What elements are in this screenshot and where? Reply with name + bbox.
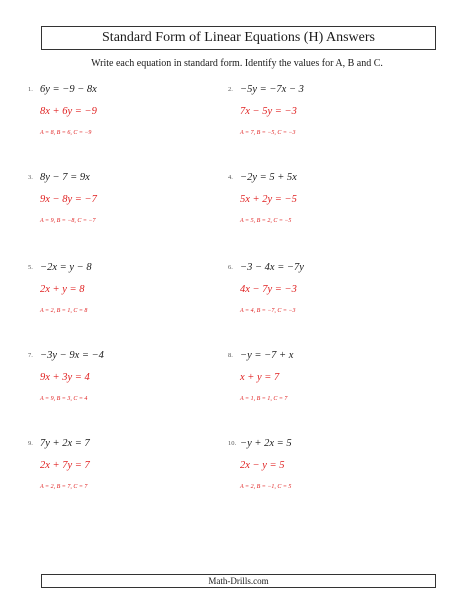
problem-question: −3 − 4x = −7y	[240, 262, 304, 273]
problem-number: 9.	[28, 440, 33, 447]
problem-question: 8y − 7 = 9x	[40, 172, 90, 183]
problem-answer: x + y = 7	[240, 372, 280, 383]
problem-abc-values: A = 2, B = 1, C = 8	[40, 308, 88, 314]
problem-abc-values: A = 9, B = 3, C = 4	[40, 396, 88, 402]
problem-answer: 4x − 7y = −3	[240, 284, 297, 295]
problem-abc-values: A = 4, B = −7, C = −3	[240, 308, 296, 314]
problem-abc-values: A = 2, B = −1, C = 5	[240, 484, 292, 490]
worksheet-title-box	[41, 26, 436, 50]
problem-answer: 8x + 6y = −9	[40, 106, 97, 117]
problem-question: −y + 2x = 5	[240, 438, 292, 449]
problem-abc-values: A = 5, B = 2, C = −5	[240, 218, 292, 224]
problem-question: −2y = 5 + 5x	[240, 172, 297, 183]
problem-question: −y = −7 + x	[240, 350, 294, 361]
problem-number: 10.	[228, 440, 237, 447]
problem-answer: 2x + 7y = 7	[40, 460, 90, 471]
footer-site: Math-Drills.com	[208, 576, 269, 586]
problem-number: 1.	[28, 86, 33, 93]
problem-abc-values: A = 1, B = 1, C = 7	[240, 396, 288, 402]
problem-abc-values: A = 2, B = 7, C = 7	[40, 484, 88, 490]
worksheet-title: Standard Form of Linear Equations (H) Answers	[102, 30, 375, 45]
problem-number: 4.	[228, 174, 233, 181]
problem-question: −3y − 9x = −4	[40, 350, 104, 361]
instructions: Write each equation in standard form. Identify the values for A, B and C.	[91, 58, 383, 69]
problem-answer: 7x − 5y = −3	[240, 106, 297, 117]
problem-abc-values: A = 8, B = 6, C = −9	[40, 130, 92, 136]
problem-abc-values: A = 7, B = −5, C = −3	[240, 130, 296, 136]
problem-answer: 2x + y = 8	[40, 284, 85, 295]
footer-box	[41, 574, 436, 588]
problem-question: −5y = −7x − 3	[240, 84, 304, 95]
problem-number: 2.	[228, 86, 233, 93]
problem-answer: 2x − y = 5	[240, 460, 285, 471]
problem-answer: 5x + 2y = −5	[240, 194, 297, 205]
problem-abc-values: A = 9, B = −8, C = −7	[40, 218, 96, 224]
problem-question: −2x = y − 8	[40, 262, 92, 273]
problem-number: 5.	[28, 264, 33, 271]
problem-answer: 9x − 8y = −7	[40, 194, 97, 205]
problem-answer: 9x + 3y = 4	[40, 372, 90, 383]
problem-number: 7.	[28, 352, 33, 359]
problem-question: 7y + 2x = 7	[40, 438, 90, 449]
problem-number: 8.	[228, 352, 233, 359]
problem-question: 6y = −9 − 8x	[40, 84, 97, 95]
problem-number: 6.	[228, 264, 233, 271]
problem-number: 3.	[28, 174, 33, 181]
